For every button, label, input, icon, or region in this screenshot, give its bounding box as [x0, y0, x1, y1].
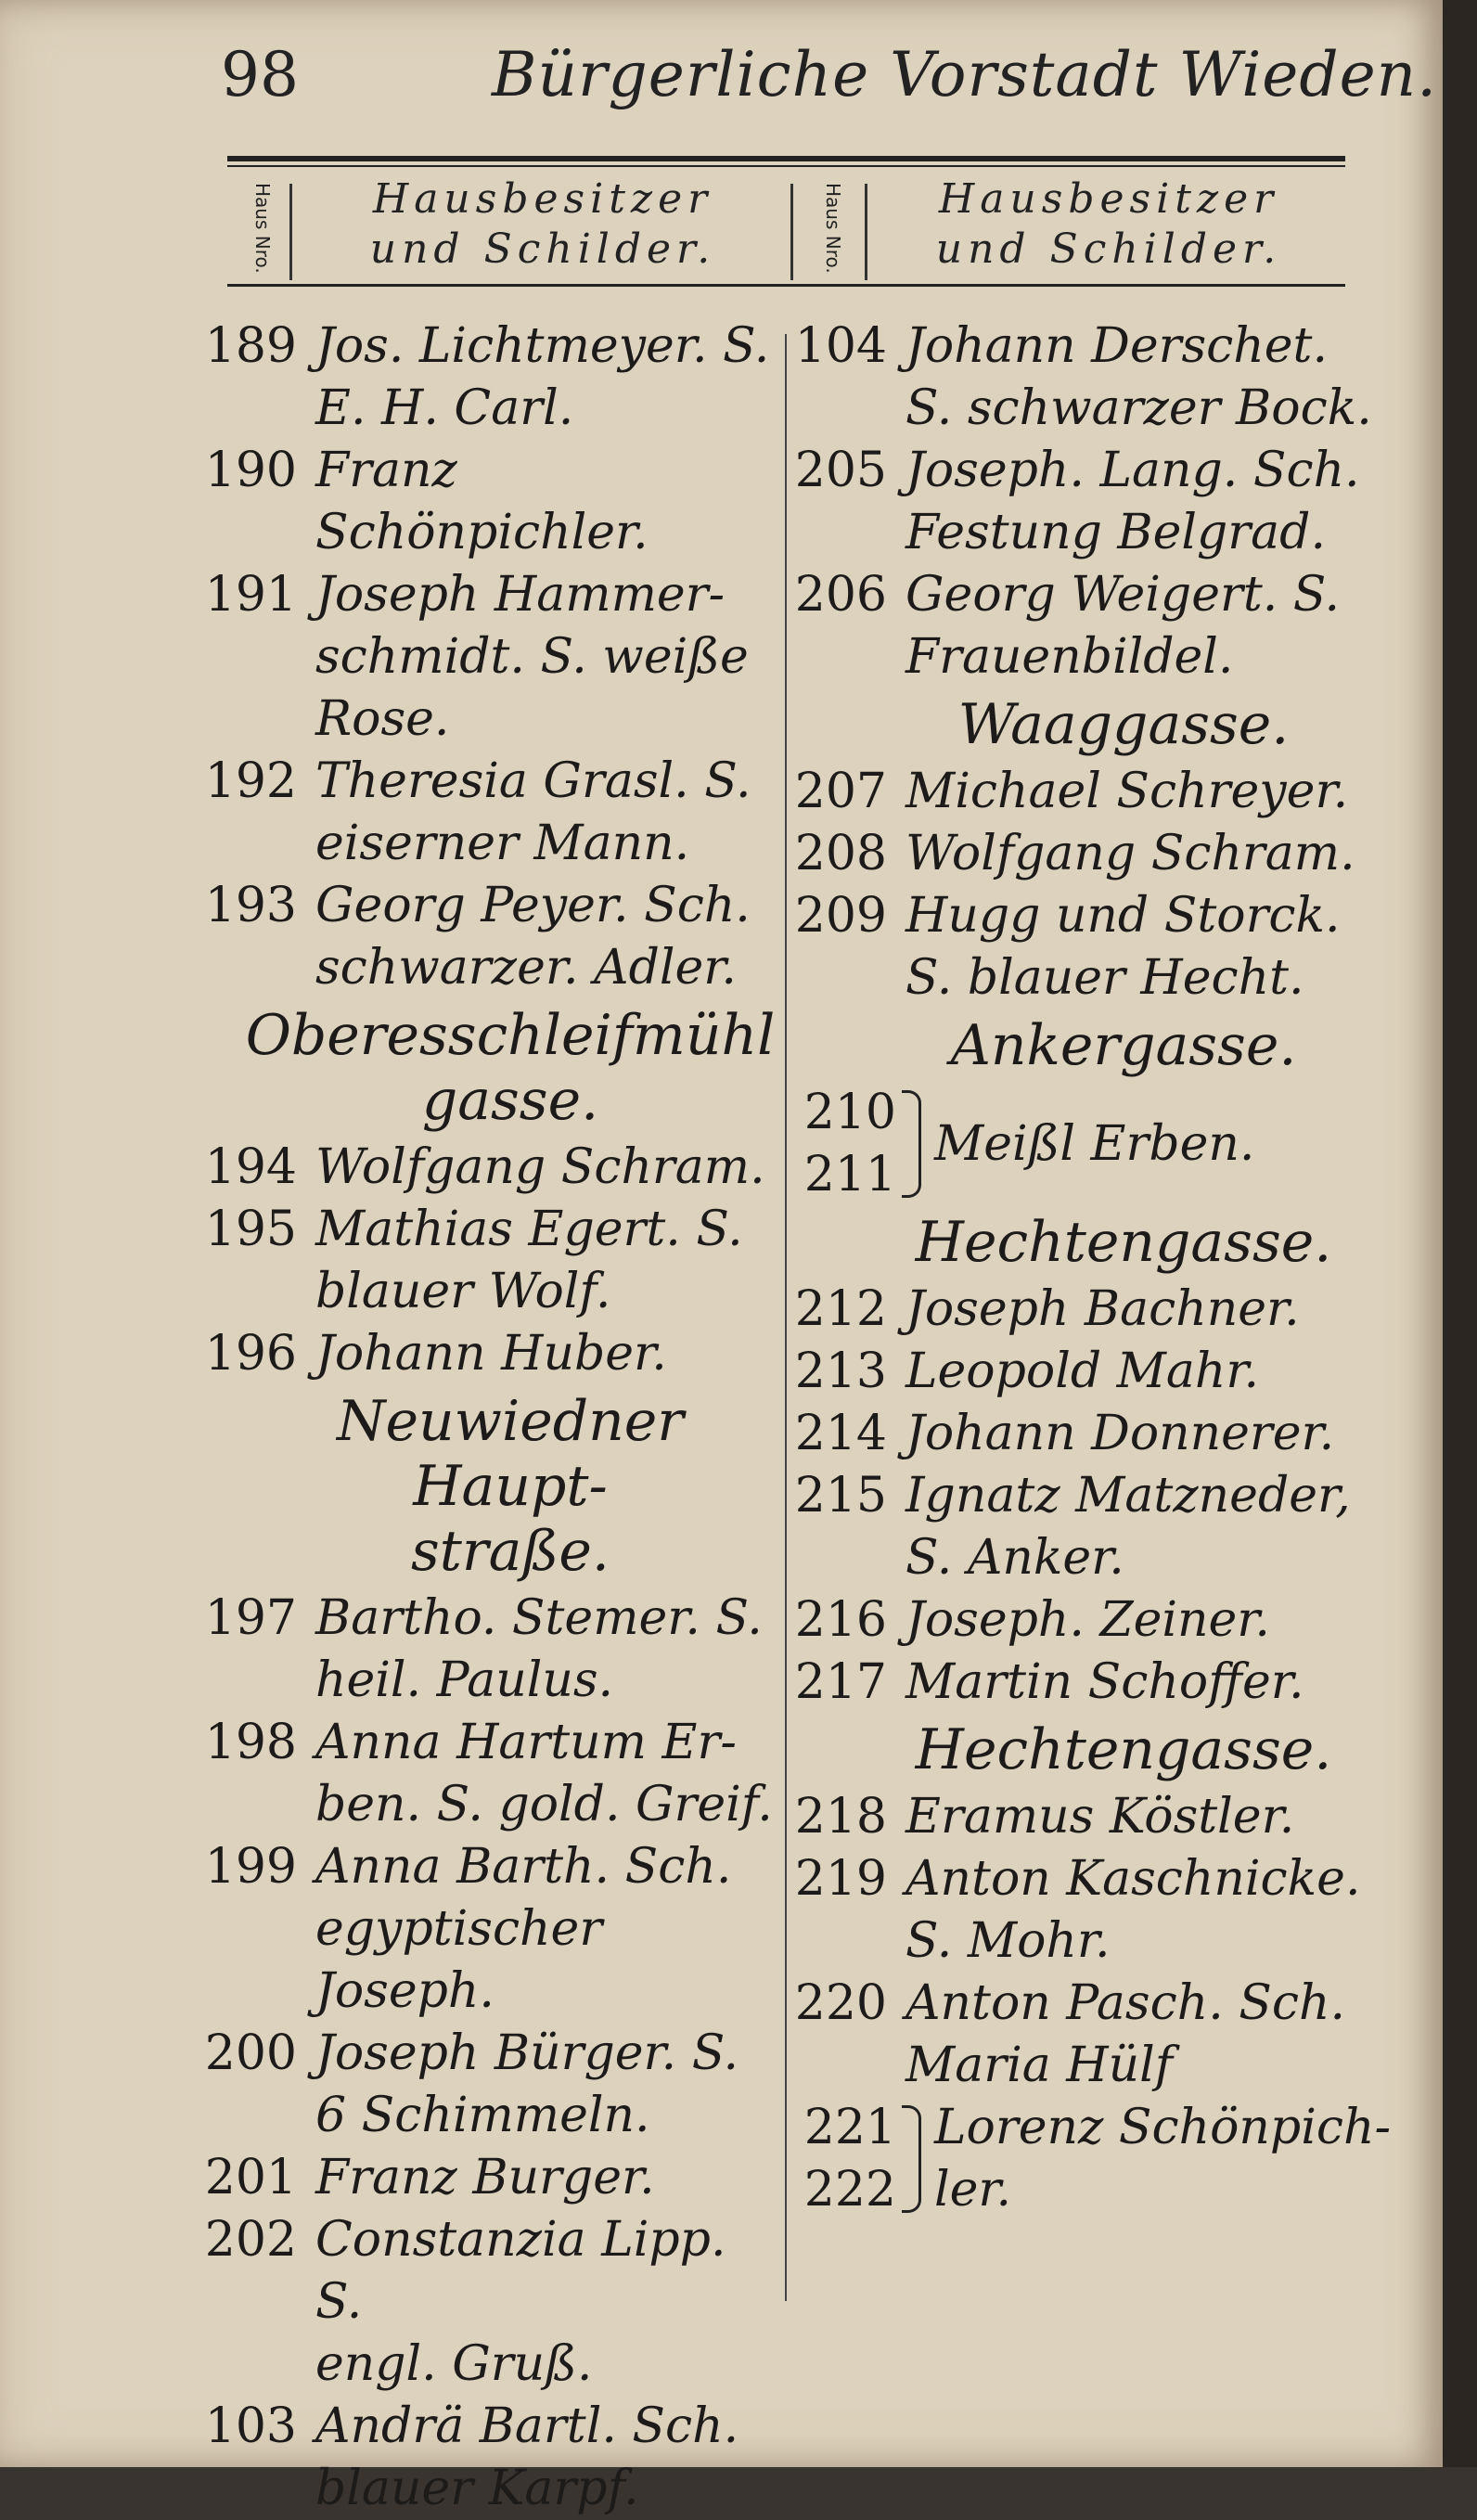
header-rule-thin	[227, 165, 1345, 167]
owner-and-sign: Hugg und Storck. S. blauer Hecht.	[905, 888, 1341, 1006]
owner-and-sign: Joseph Bachner.	[905, 1281, 1300, 1337]
street-heading: Oberesschleifmühl gasse.	[245, 1003, 776, 1133]
right-column-heading: Hausbesitzer und Schilder.	[935, 175, 1282, 273]
register-entry	[794, 1848, 1397, 1973]
house-number: 192	[204, 753, 297, 809]
owner-and-sign: Franz Burger.	[315, 2150, 655, 2205]
owner-and-sign: Lorenz Schönpich- ler.	[934, 2100, 1392, 2218]
house-number: 207	[794, 764, 887, 819]
register-entry	[794, 1973, 1397, 2097]
register-entry	[794, 1403, 1397, 1465]
house-number: 191	[204, 567, 297, 623]
register-entry	[794, 1589, 1397, 1652]
house-number: 205	[794, 443, 887, 498]
head-separator	[865, 184, 867, 280]
house-number: 104	[794, 318, 887, 374]
house-number: 198	[204, 1715, 297, 1770]
house-number: 196	[204, 1326, 297, 1382]
owner-and-sign: Ignatz Matzneder, S. Anker.	[905, 1468, 1351, 1586]
house-number: 189	[204, 318, 297, 374]
register-entry	[794, 1652, 1397, 1714]
owner-and-sign: Martin Schoffer.	[905, 1654, 1304, 1710]
register-entry	[176, 751, 779, 875]
house-number: 201	[204, 2150, 297, 2205]
register-entry	[176, 1712, 779, 1836]
register-entry	[794, 885, 1397, 1009]
house-number-group	[794, 2097, 896, 2221]
register-entry	[794, 1786, 1397, 1848]
page-number: 98	[221, 39, 299, 110]
owner-and-sign: Bartho. Stemer. S. heil. Paulus.	[315, 1590, 763, 1708]
house-number: 202	[204, 2212, 297, 2268]
owner-and-sign: Constanzia Lipp. S. engl. Gruß.	[315, 2212, 726, 2392]
register-entry	[794, 315, 1397, 440]
house-number: 213	[794, 1344, 887, 1399]
owner-and-sign: Johann Donnerer.	[905, 1406, 1335, 1461]
house-number: 219	[794, 1851, 887, 1907]
owner-and-sign: Wolfgang Schram.	[905, 826, 1355, 881]
register-entry	[794, 564, 1397, 688]
street-heading: Neuwiedner Haupt- straße.	[337, 1389, 684, 1584]
left-number-label: Haus Nro.	[251, 183, 274, 274]
running-title: Bürgerliche Vorstadt Wieden.	[492, 39, 1438, 110]
house-number: 200	[204, 2025, 297, 2081]
register-entry	[794, 440, 1397, 564]
street-heading: Hechtengasse.	[915, 1717, 1332, 1782]
house-number: 103	[204, 2398, 297, 2454]
register-entry	[794, 1279, 1397, 1341]
owner-and-sign: Joseph. Lang. Sch. Festung Belgrad.	[905, 443, 1360, 560]
street-heading: Waaggasse.	[957, 692, 1290, 757]
register-entry	[176, 1588, 779, 1712]
owner-and-sign: Anton Kaschnicke. S. Mohr.	[905, 1851, 1361, 1969]
owner-and-sign: Andrä Bartl. Sch. blauer Karpf.	[315, 2398, 739, 2516]
owner-and-sign: Joseph. Zeiner.	[905, 1592, 1270, 1648]
house-number: 211	[803, 1147, 896, 1202]
heading-bottom-rule	[227, 284, 1345, 287]
brace-mark	[902, 2105, 921, 2213]
register-entry	[176, 2023, 779, 2147]
house-number: 210	[803, 1085, 896, 1140]
house-number: 193	[204, 878, 297, 933]
brace-mark	[902, 1090, 921, 1198]
owner-and-sign: Georg Peyer. Sch. schwarzer. Adler.	[315, 878, 751, 996]
street-heading: Ankergasse.	[950, 1013, 1297, 1078]
register-entry	[176, 1199, 779, 1323]
house-number: 215	[794, 1468, 887, 1524]
house-number-group	[794, 1082, 896, 1206]
house-number: 206	[794, 567, 887, 623]
owner-and-sign: Johann Huber.	[315, 1326, 667, 1382]
house-number: 212	[794, 1281, 887, 1337]
street-heading: Hechtengasse.	[915, 1210, 1332, 1275]
owner-and-sign: Mathias Egert. S. blauer Wolf.	[315, 1202, 743, 1319]
house-number: 197	[204, 1590, 297, 1646]
book-spine	[1443, 0, 1477, 2467]
left-column	[176, 315, 779, 2520]
owner-and-sign: Johann Derschet. S. schwarzer Bock.	[905, 318, 1372, 436]
register-entry	[176, 440, 779, 564]
owner-and-sign: Anton Pasch. Sch. Maria Hülf	[905, 1975, 1346, 2093]
register-entry	[176, 2147, 779, 2209]
register-entry	[794, 1465, 1397, 1589]
register-entry	[176, 875, 779, 999]
house-number: 217	[794, 1654, 887, 1710]
owner-and-sign: Leopold Mahr.	[905, 1344, 1260, 1399]
house-number: 218	[794, 1789, 887, 1845]
register-entry	[176, 1323, 779, 1385]
owner-and-sign: Wolfgang Schram.	[315, 1139, 765, 1195]
owner-and-sign: Joseph Hammer- schmidt. S. weiße Rose.	[315, 567, 749, 747]
house-number: 216	[794, 1592, 887, 1648]
owner-and-sign: Georg Weigert. S. Frauenbildel.	[905, 567, 1341, 685]
head-separator	[790, 184, 793, 280]
house-number: 195	[204, 1202, 297, 1257]
grouped-entry	[794, 1082, 1397, 1206]
register-entry	[176, 2209, 779, 2396]
house-number: 208	[794, 826, 887, 881]
house-number: 194	[204, 1139, 297, 1195]
owner-and-sign: Franz Schönpichler.	[315, 443, 649, 560]
house-number: 220	[794, 1975, 887, 2031]
owner-and-sign: Michael Schreyer.	[905, 764, 1349, 819]
column-divider	[785, 334, 787, 2301]
owner-and-sign: Eramus Köstler.	[905, 1789, 1295, 1845]
register-entry	[176, 1137, 779, 1199]
register-entry	[794, 823, 1397, 885]
house-number: 221	[803, 2100, 896, 2155]
grouped-entry	[794, 2097, 1397, 2221]
register-entry	[176, 315, 779, 440]
house-number: 209	[794, 888, 887, 944]
register-entry	[794, 1341, 1397, 1403]
header-rule	[227, 156, 1345, 161]
register-entry	[176, 2396, 779, 2520]
register-entry	[176, 564, 779, 751]
owner-and-sign: Jos. Lichtmeyer. S. E. H. Carl.	[315, 318, 770, 436]
owner-and-sign: Anna Barth. Sch. egyptischer Joseph.	[315, 1839, 732, 2019]
owner-and-sign: Anna Hartum Er- ben. S. gold. Greif.	[315, 1715, 773, 1832]
right-column	[794, 315, 1397, 2221]
house-number: 190	[204, 443, 297, 498]
register-entry	[794, 761, 1397, 823]
owner-and-sign: Meißl Erben.	[934, 1115, 1255, 1172]
right-number-label: Haus Nro.	[822, 183, 844, 274]
owner-and-sign: Theresia Grasl. S. eiserner Mann.	[315, 753, 751, 871]
owner-and-sign: Joseph Bürger. S. 6 Schimmeln.	[315, 2025, 739, 2143]
head-separator	[289, 184, 292, 280]
house-number: 199	[204, 1839, 297, 1895]
house-number: 214	[794, 1406, 887, 1461]
house-number: 222	[803, 2162, 896, 2218]
left-column-heading: Hausbesitzer und Schilder.	[369, 175, 716, 273]
register-entry	[176, 1836, 779, 2023]
